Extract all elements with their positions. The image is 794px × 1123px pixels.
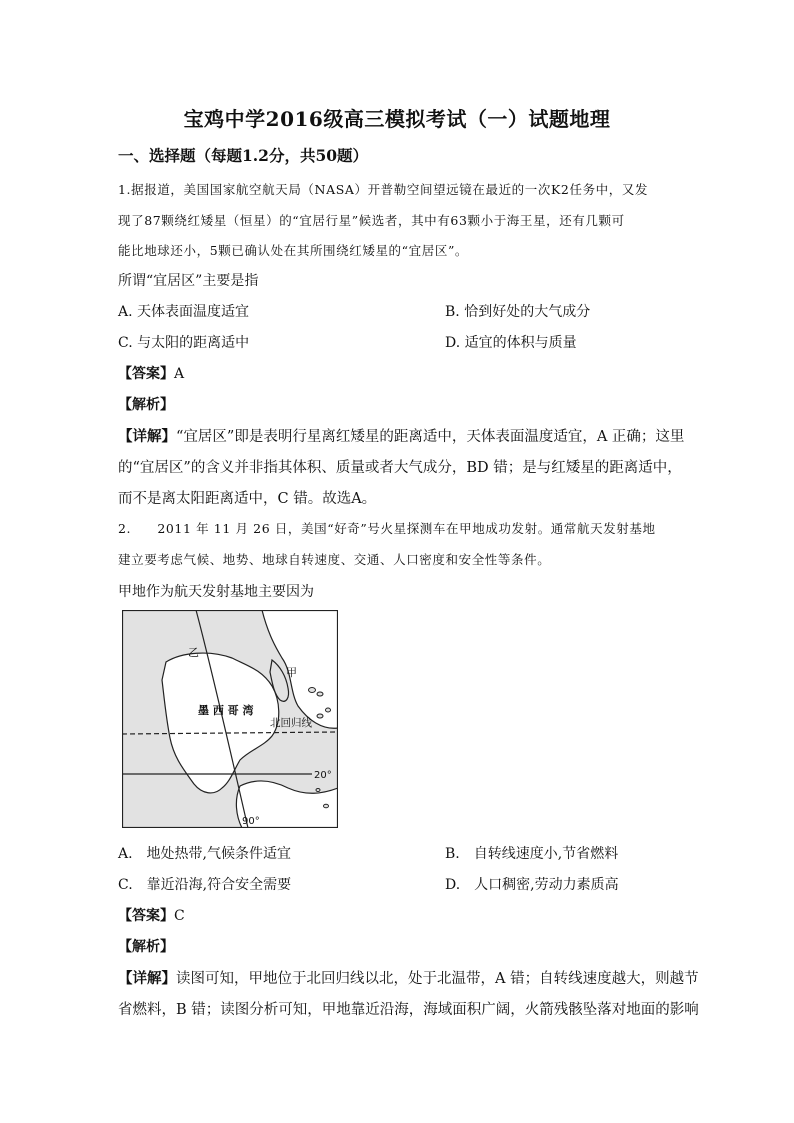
q1-answer-label: 【答案】 [118, 366, 174, 382]
label-yi: 乙 [188, 646, 199, 659]
q2-detail-label: 【详解】 [118, 970, 176, 987]
q2-answer-value: C [174, 908, 185, 924]
q1-detail-line: 的“宜居区”的含义并非指其体积、质量或者大气成分，BD 错；是与红矮星的距离适中， [118, 460, 682, 476]
island [324, 804, 329, 808]
label-tropic: 北回归线 [270, 717, 312, 729]
q1-detail-label: 【详解】 [118, 428, 176, 445]
label-20-deg: 20° [314, 770, 332, 781]
island [317, 692, 323, 696]
island [317, 714, 323, 718]
page-title: 宝鸡中学2016级高三模拟考试（一）试题地理 [183, 107, 611, 131]
q1-question: 所谓“宜居区”主要是指 [118, 273, 259, 289]
label-90-deg: 90° [242, 816, 260, 827]
q2-stem-line: 建立要考虑气候、地势、地球自转速度、交通、人口密度和安全性等条件。 [118, 552, 551, 567]
q1-answer [118, 363, 184, 383]
q1-stem-line: 1.据报道，美国国家航空航天局（NASA）开普勒空间望远镜在最近的一次K2任务中，又发 [118, 182, 649, 197]
q1-detail-line: 而不是离太阳距离适中，C 错。故选A。 [118, 491, 377, 507]
q1-analysis-label: 【解析】 [118, 397, 174, 413]
q1-stem-line: 能比地球还小，5颗已确认处在其所围绕红矮星的“宜居区”。 [118, 243, 469, 258]
q2-option-a: A. 地处热带,气候条件适宜 [118, 846, 292, 862]
q1-option-c: C. 与太阳的距离适中 [118, 335, 250, 351]
q1-detail-line: 【详解】“宜居区”即是表明行星离红矮星的距离适中，天体表面温度适宜，A 正确；这里 [118, 428, 685, 445]
q2-detail-line: 【详解】读图可知，甲地位于北回归线以北，处于北温带，A 错；自转线速度越大，则越节 [118, 970, 699, 987]
q1-option-b: B. 恰到好处的大气成分 [445, 304, 591, 320]
section-heading: 一、选择题（每题1.2分，共50题） [118, 146, 369, 165]
island [326, 708, 331, 712]
q2-answer [118, 905, 185, 925]
q2-question: 甲地作为航天发射基地主要因为 [118, 584, 314, 600]
q2-option-c: C. 靠近沿海,符合安全需要 [118, 877, 292, 893]
gulf-of-mexico-map [122, 610, 338, 828]
island [316, 789, 320, 792]
q2-stem-line: 2. 2011 年 11 月 26 日，美国“好奇”号火星探测车在甲地成功发射。通常航天发射基地 [118, 521, 656, 536]
label-gulf: 墨 西 哥 湾 [198, 704, 254, 717]
q1-option-d: D. 适宜的体积与质量 [445, 335, 577, 351]
q2-detail-line: 省燃料，B 错；读图分析可知，甲地靠近沿海，海域面积广阔，火箭残骸坠落对地面的影响 [118, 1002, 699, 1018]
island [309, 688, 316, 693]
q1-option-a: A. 天体表面温度适宜 [118, 304, 250, 320]
q2-analysis-label: 【解析】 [118, 939, 174, 955]
q1-answer-value: A [174, 366, 185, 382]
q1-stem-line: 现了87颗绕红矮星（恒星）的“宜居行星”候选者，其中有63颗小于海王星，还有几颗可 [118, 213, 625, 228]
label-jia: 甲 [286, 666, 297, 679]
q2-option-b: B. 自转线速度小,节省燃料 [445, 846, 619, 862]
q2-answer-label: 【答案】 [118, 908, 174, 924]
q2-option-d: D. 人口稠密,劳动力素质高 [445, 877, 619, 893]
